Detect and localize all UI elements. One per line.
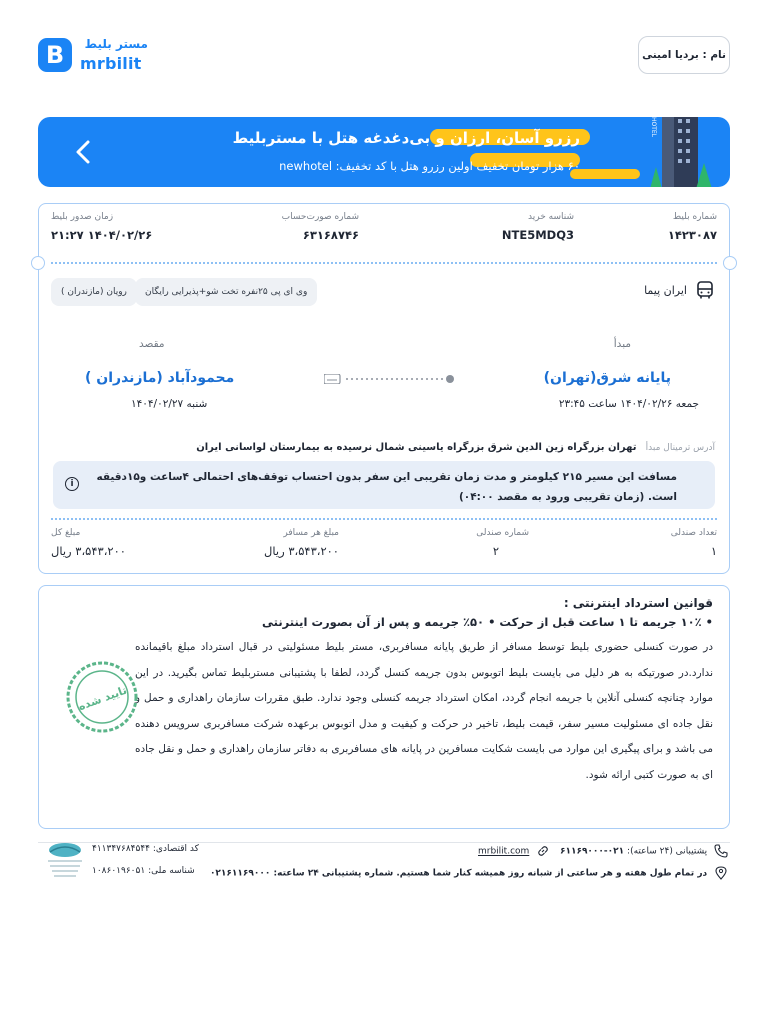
economic-code — [92, 844, 199, 854]
destination-city: محمودآباد (مازندران ) — [85, 370, 235, 386]
address-label: آدرس ترمینال مبدأ — [645, 443, 715, 453]
route-connector — [324, 374, 454, 384]
origin-city: پایانه شرق(تهران) — [543, 370, 671, 386]
ticket-number-value: ۱۴۲۳۰۸۷ — [667, 228, 717, 242]
bus-icon — [695, 280, 715, 300]
seat-count-value: ۱ — [710, 544, 717, 558]
passenger-name-box — [638, 36, 730, 74]
invoice-number-value: ۶۳۱۶۸۷۴۶ — [302, 228, 359, 242]
hotel-promo-banner[interactable] — [38, 117, 730, 187]
mrbilit-logo[interactable] — [38, 36, 148, 76]
ticket-number-field — [668, 212, 717, 242]
seat-count-field — [671, 528, 717, 558]
banner-subtitle: ۶۰ هزار تومان تخفیف اولین رزرو هتل با کد تخفیف: newhotel — [279, 159, 580, 173]
banner-title: رزرو آسان، ارزان و بی‌دغدغه هتل با مستربلیط — [232, 129, 580, 147]
invoice-number-field — [282, 212, 359, 242]
origin-date: جمعه ۱۴۰۴/۰۲/۲۶ — [620, 398, 699, 410]
total-price-field — [51, 528, 126, 558]
trip-info-box — [53, 461, 715, 509]
link-icon — [536, 844, 550, 858]
economic-code-label: کد اقتصادی: — [152, 844, 199, 854]
national-id — [92, 866, 195, 876]
hotel-sign: HOTEL — [650, 116, 657, 137]
bus-company-name: ایران پیما — [644, 283, 687, 297]
total-price-label: مبلغ کل — [51, 528, 81, 538]
dotted-divider — [51, 262, 717, 264]
purchase-id-label: شناسه خرید — [528, 212, 574, 222]
bus-company — [644, 280, 715, 300]
national-id-label: شناسه ملی: — [148, 866, 195, 876]
refund-rules-card — [38, 585, 730, 829]
origin-terminal-address — [196, 442, 715, 453]
origin-time: ساعت ۲۳:۴۵ — [558, 398, 617, 410]
seat-count-label: تعداد صندلی — [670, 528, 717, 538]
trip-info-text: مسافت این مسیر ۲۱۵ کیلومتر و مدت زمان تقریبی این سفر بدون احتساب توقف‌های احتمالی ۴ساعت و۱۵دقیقه است. (زمان تقریبی ورود به مقصد ۰۴:۰۰) — [96, 471, 677, 503]
support-notice-text: در تمام طول هفته و هر ساعتی از شبانه روز همیشه کنار شما هستیم. شماره پشتیبانی ۲۴ ساعته: ۰۲۱۶۱۱۶۹۰۰۰ — [209, 868, 708, 879]
location-icon — [714, 866, 728, 880]
ticket-notch — [723, 256, 737, 270]
phone-icon — [714, 844, 728, 858]
refund-rules-body: در صورت کنسلی حضوری بلیط توسط مسافر از طریق پایانه مسافربری، مستر بلیط مسئولیتی در قبال استرداد مبلغ باقیمانده ندارد.در صورتیکه به هر دلیل می بایست بلیط اتوبوس بدون جریمه کنسل گردد، لطفا با پشتیبانی مستربلیط تماس بگیرید. در این موارد چنانچه کنسلی آنلاین با جریمه انجام گردد، امکان استرداد جریمه کنسلی وجود ندارد. طبق مقررات سازمان راهداری و حمل و نقل جاده ای مسئولیت مسیر سفر، قیمت بلیط، تاخیر در حرکت و کیفیت و مدل اتوبوس برعهده شرکت مسافربری سرویس دهنده می باشد و برای پیگیری این موارد می بایست شکایت مسافرین در پایانه های مسافربری به دفاتر سازمان راهداری و حمل و نقل جاده ای به صورت کتبی ارائه شود. — [135, 641, 713, 781]
origin-datetime — [559, 398, 699, 410]
info-icon: i — [65, 477, 79, 491]
seat-number-label: شماره صندلی — [476, 528, 529, 538]
ministry-logo-icon — [40, 840, 90, 880]
route-tag: رویان (مازندران ) — [51, 278, 137, 306]
ticket-number-label: شماره بلیط — [672, 212, 717, 222]
ticket-card — [38, 203, 730, 574]
purchase-id-field — [502, 212, 574, 242]
issue-time-field — [51, 212, 152, 242]
chevron-left-icon[interactable] — [68, 137, 98, 167]
origin-label: مبدأ — [613, 338, 631, 350]
banner-decoration — [570, 169, 640, 179]
issue-time-label: زمان صدور بلیط — [51, 212, 114, 222]
destination-date: شنبه ۱۴۰۴/۰۲/۲۷ — [131, 398, 208, 410]
support-notice — [210, 866, 728, 880]
logo-b-icon: B — [38, 38, 72, 72]
issue-time-value: ۱۴۰۴/۰۲/۲۶ ۲۱:۲۷ — [51, 228, 153, 242]
website-info[interactable] — [478, 844, 550, 858]
total-price-value: ۳،۵۴۳،۲۰۰ ریال — [51, 544, 126, 558]
purchase-id-value: NTE5MDQ3 — [501, 228, 574, 242]
refund-penalty-line: • ۱۰٪ جریمه تا ۱ ساعت قبل از حرکت • ۵۰٪ جریمه و پس از آن بصورت اینترنتی — [261, 615, 713, 629]
hotel-building-icon — [644, 117, 714, 187]
per-passenger-price-field — [264, 528, 339, 558]
national-id-value: ۱۰۸۶۰۱۹۶۰۵۱ — [92, 866, 146, 876]
passenger-name: بردیا امینی — [642, 49, 699, 61]
support-info — [560, 844, 728, 858]
approved-stamp-icon — [63, 658, 141, 736]
invoice-number-label: شماره صورت‌حساب — [281, 212, 359, 222]
refund-rules-title: قوانین استرداد اینترنتی : — [563, 596, 713, 610]
logo-fa-text: مستر بلیط — [84, 37, 148, 51]
per-passenger-price-label: مبلغ هر مسافر — [283, 528, 339, 538]
ticket-notch — [31, 256, 45, 270]
per-passenger-price-value: ۳،۵۴۳،۲۰۰ ریال — [264, 544, 339, 558]
logo-en-text: mrbilit — [80, 54, 142, 73]
seat-number-value: ۲ — [492, 544, 499, 558]
destination-label: مقصد — [139, 338, 165, 350]
seat-number-field — [476, 528, 529, 558]
website-link[interactable]: mrbilit.com — [478, 846, 530, 857]
address-value: تهران بزرگراه زین الدین شرق بزرگراه یاسینی شمال نرسیده به بیمارستان لواسانی ایران — [196, 442, 637, 453]
bus-type-tag: وی ای پی ۲۵نفره تخت شو+پذیرایی رایگان — [135, 278, 317, 306]
footer-divider — [38, 842, 730, 843]
dotted-divider — [51, 518, 717, 520]
stamp-text: تایید شده — [76, 683, 129, 714]
support-phone[interactable]: ۰۲۱-۶۱۱۶۹۰۰۰ — [559, 846, 625, 857]
economic-code-value: ۴۱۱۳۴۷۶۸۴۵۴۴ — [92, 844, 151, 854]
support-label: پشتیبانی (۲۴ ساعته): — [627, 846, 708, 857]
passenger-label: نام : — [702, 49, 726, 61]
